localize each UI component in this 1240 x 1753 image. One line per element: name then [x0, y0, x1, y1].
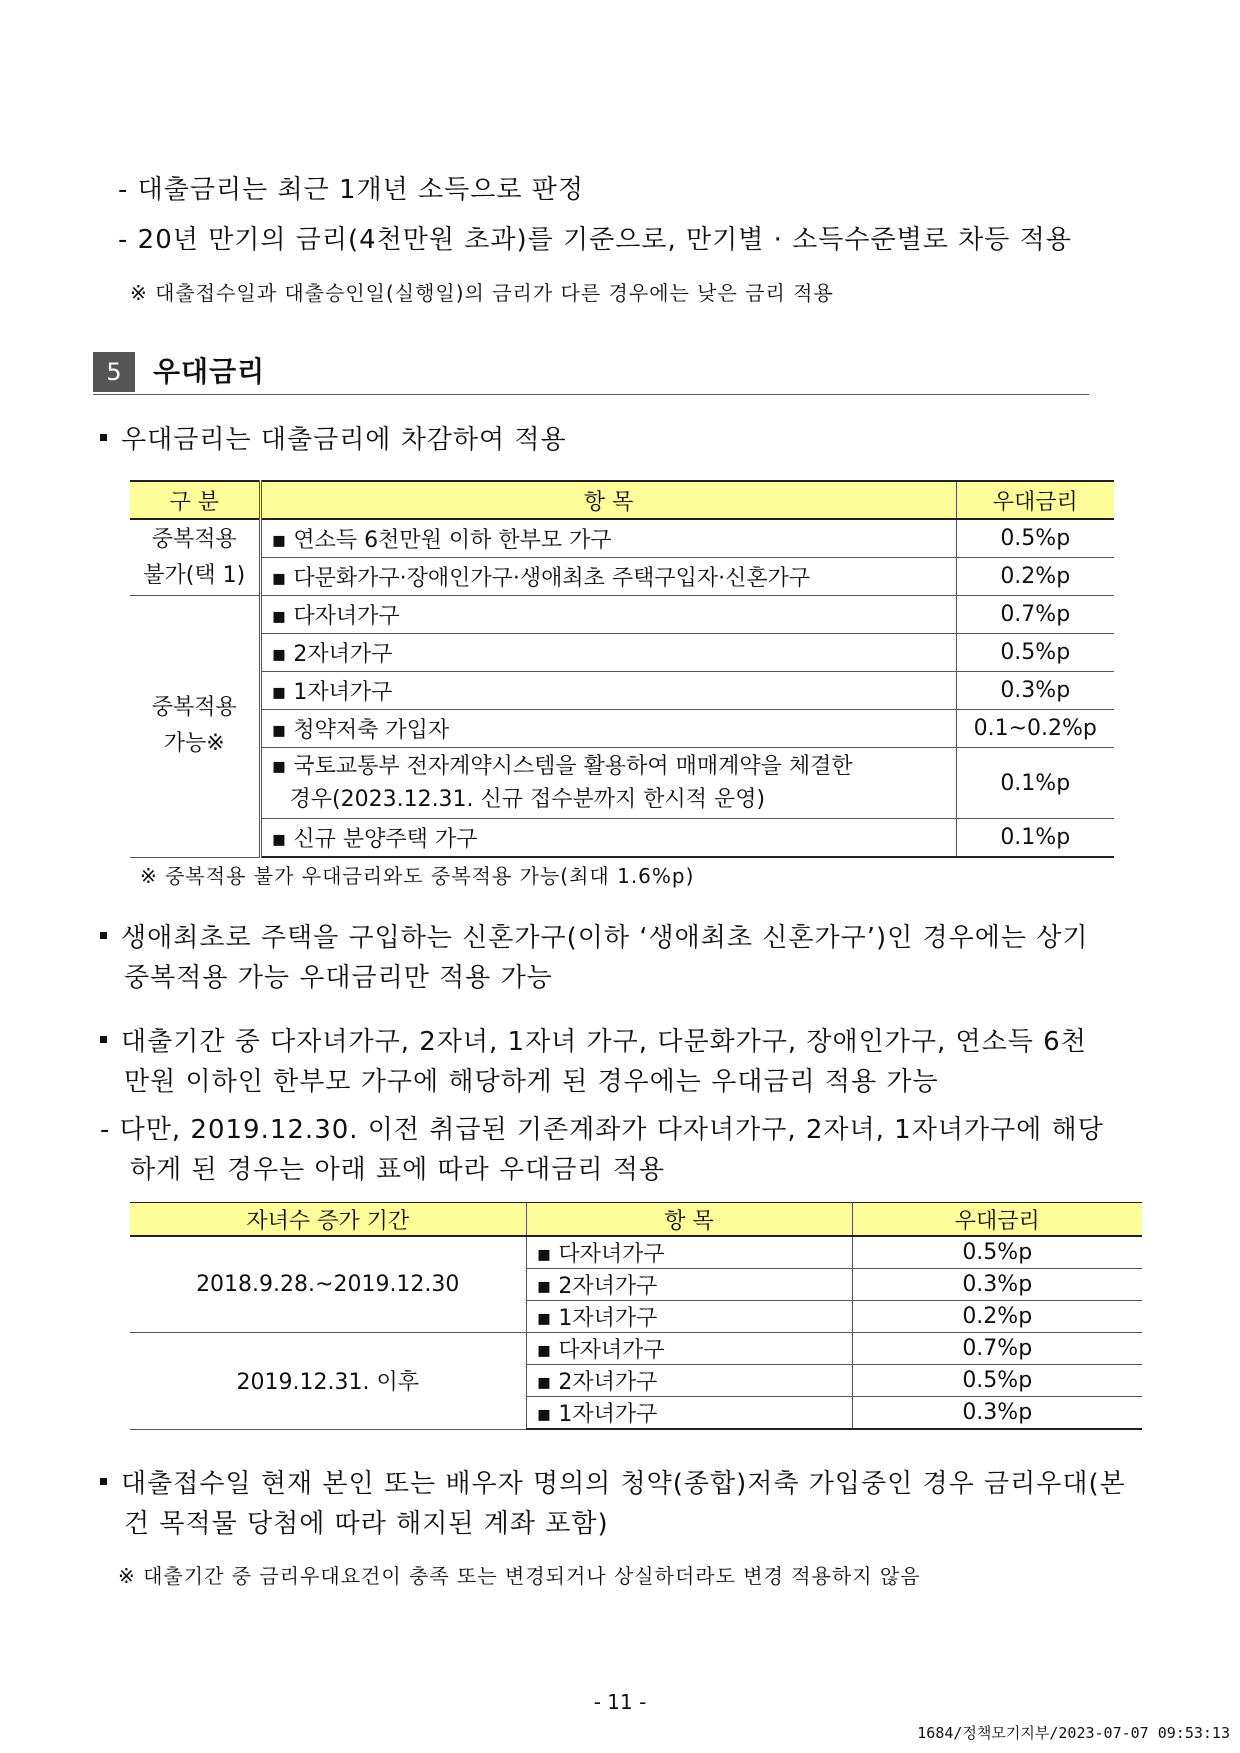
rate-cell: 0.2%p — [956, 558, 1114, 596]
bullet-icon — [100, 932, 107, 939]
rate-cell: 0.7%p — [956, 596, 1114, 634]
table-row — [130, 634, 1114, 672]
bullet-icon — [100, 1478, 107, 1485]
rate-cell: 0.3%p — [852, 1269, 1142, 1301]
bullet-2-line-2: 중복적용 가능 우대금리만 적용 가능 — [124, 963, 553, 993]
rate-cell: 0.5%p — [956, 519, 1114, 558]
header-item: 항 목 — [260, 481, 956, 519]
document-id: 1684/정책모기지부/2023-07-07 09:53:13 — [917, 1724, 1230, 1742]
item-cell: ▪ 1자녀가구 — [260, 672, 956, 710]
item-cell: ▪ 신규 분양주택 가구 — [260, 819, 956, 858]
group-label-line: 중복적용 — [151, 695, 237, 721]
bullet-3-line-1: 대출기간 중 다자녀가구, 2자녀, 1자녀 가구, 다문화가구, 장애인가구, 연소득 6천 — [121, 1027, 1087, 1057]
table-row — [130, 596, 1114, 634]
rate-cell: 0.1~0.2%p — [956, 710, 1114, 748]
item-cell: ▪ 다자녀가구 — [526, 1333, 852, 1365]
table1-note: ※ 중복적용 불가 우대금리와도 중복적용 가능(최대 1.6%p) — [140, 864, 695, 888]
item-cell: ▪ 1자녀가구 — [526, 1301, 852, 1333]
group-label-line: 중복적용 — [151, 526, 237, 552]
rate-cell: 0.2%p — [852, 1301, 1142, 1333]
item-cell: ▪ 1자녀가구 — [526, 1397, 852, 1430]
table-row — [130, 558, 1114, 596]
rate-cell: 0.7%p — [852, 1333, 1142, 1365]
item-cell — [260, 748, 956, 819]
dash-3-line-1: - 다만, 2019.12.30. 이전 취급된 기존계좌가 다자녀가구, 2자녀, 1자녀가구에 해당 — [100, 1115, 1104, 1145]
item-cell: ▪ 청약저축 가입자 — [260, 710, 956, 748]
bullet-1-text: 우대금리는 대출금리에 차감하여 적용 — [121, 425, 567, 455]
item-cell: ▪ 2자녀가구 — [526, 1365, 852, 1397]
table-row — [130, 1236, 1142, 1269]
rate-cell: 0.5%p — [852, 1365, 1142, 1397]
group-label-line: 불가(택 1) — [143, 562, 246, 588]
rate-cell: 0.3%p — [956, 672, 1114, 710]
table-row — [130, 710, 1114, 748]
item-cell: ▪ 다문화가구·장애인가구·생애최초 주택구입자·신혼가구 — [260, 558, 956, 596]
intro-note: ※ 대출접수일과 대출승인일(실행일)의 금리가 다른 경우에는 낮은 금리 적용 — [130, 281, 834, 305]
rate-cell: 0.1%p — [956, 748, 1114, 819]
bullet-icon — [100, 434, 107, 441]
item-cell: ▪ 연소득 6천만원 이하 한부모 가구 — [260, 519, 956, 558]
header-category: 구 분 — [130, 481, 260, 519]
table-row — [130, 819, 1114, 858]
bullet-4 — [100, 1466, 1126, 1502]
item-line: 경우(2023.12.31. 신규 접수분까지 한시적 운영) — [289, 787, 766, 812]
bullet-4-line-2: 건 목적물 당첨에 따라 해지된 계좌 포함) — [124, 1509, 609, 1539]
preferential-rate-table — [130, 480, 1114, 858]
table-row — [130, 748, 1114, 819]
rate-cell: 0.5%p — [852, 1236, 1142, 1269]
bullet-3 — [100, 1024, 1087, 1060]
group-label-non-duplicate — [130, 519, 260, 596]
bullet-icon — [100, 1036, 107, 1043]
period-cell: 2019.12.31. 이후 — [130, 1333, 526, 1430]
item-line: ▪ 국토교통부 전자계약시스템을 활용하여 매매계약을 체결한 — [271, 754, 853, 779]
item-cell: ▪ 2자녀가구 — [260, 634, 956, 672]
header-rate: 우대금리 — [852, 1203, 1142, 1237]
bullet-2 — [100, 920, 1089, 956]
rate-cell: 0.1%p — [956, 819, 1114, 858]
section-title: 우대금리 — [153, 355, 266, 388]
table-header-row — [130, 1203, 1142, 1237]
rate-cell: 0.3%p — [852, 1397, 1142, 1430]
group-label-line: 가능※ — [163, 731, 225, 757]
table-header-row — [130, 481, 1114, 519]
child-increase-rate-table — [130, 1202, 1142, 1430]
bullet-2-line-1: 생애최초로 주택을 구입하는 신혼가구(이하 ‘생애최초 신혼가구’)인 경우에는 상기 — [121, 923, 1089, 953]
table-row — [130, 672, 1114, 710]
bullet-3-line-2: 만원 이하인 한부모 가구에 해당하게 된 경우에는 우대금리 적용 가능 — [124, 1067, 939, 1097]
item-cell: ▪ 다자녀가구 — [526, 1236, 852, 1269]
page-number: - 11 - — [593, 1690, 647, 1714]
header-rate: 우대금리 — [956, 481, 1114, 519]
period-cell: 2018.9.28.~2019.12.30 — [130, 1236, 526, 1333]
item-cell: ▪ 2자녀가구 — [526, 1269, 852, 1301]
table-row — [130, 1333, 1142, 1365]
intro-dash-1: - 대출금리는 최근 1개년 소득으로 판정 — [118, 175, 584, 205]
section-number: 5 — [93, 352, 135, 392]
bullet-1 — [100, 422, 567, 458]
header-period: 자녀수 증가 기간 — [130, 1203, 526, 1237]
final-note: ※ 대출기간 중 금리우대요건이 충족 또는 변경되거나 상실하더라도 변경 적용하지 않음 — [118, 1564, 921, 1588]
dash-3-line-2: 하게 된 경우는 아래 표에 따라 우대금리 적용 — [130, 1155, 665, 1185]
header-item: 항 목 — [526, 1203, 852, 1237]
item-cell: ▪ 다자녀가구 — [260, 596, 956, 634]
section-header — [93, 352, 1089, 395]
bullet-4-line-1: 대출접수일 현재 본인 또는 배우자 명의의 청약(종합)저축 가입중인 경우 금리우대(본 — [121, 1469, 1126, 1499]
table-row — [130, 519, 1114, 558]
intro-dash-2: - 20년 만기의 금리(4천만원 초과)를 기준으로, 만기별 · 소득수준별로 차등 적용 — [118, 225, 1072, 255]
group-label-duplicate — [130, 596, 260, 858]
rate-cell: 0.5%p — [956, 634, 1114, 672]
